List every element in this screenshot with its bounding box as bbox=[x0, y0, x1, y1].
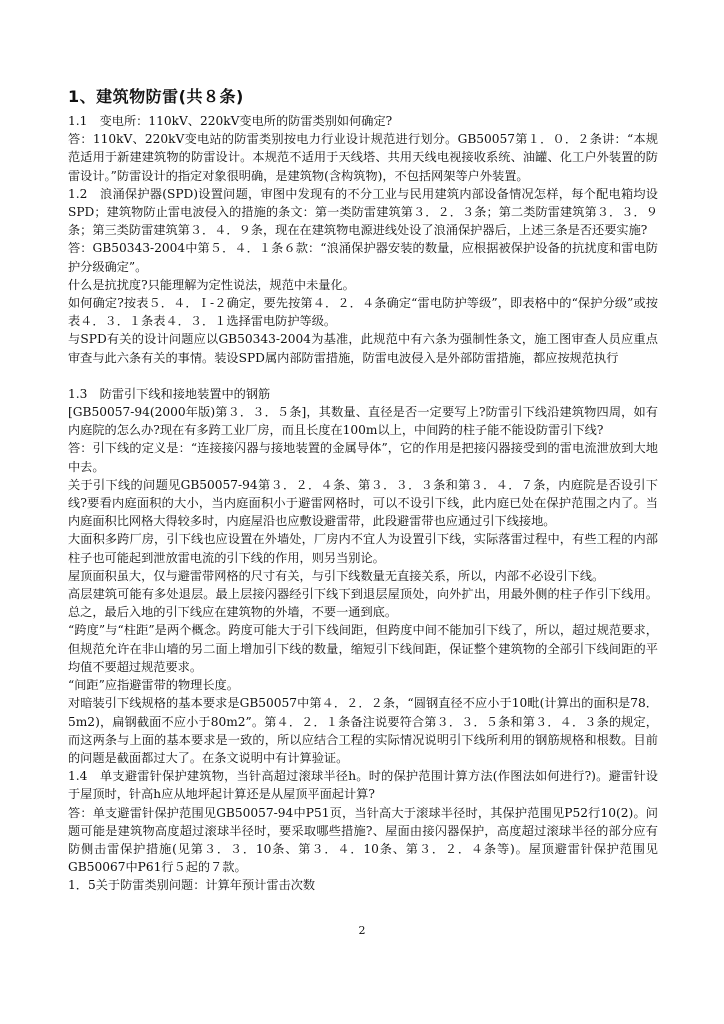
answer-1-1: 答：110kV、220kV变电站的防雷类别按电力行业设计规范进行划分。GB50057第１．０．２条讲：“本规范适用于新建建筑物的防雷设计。本规范不适用于天线塔、共用天线电视接收系统、油罐、化工户外装置的防雷设计。”防雷设计的指定对象很明确，是建筑物(含构筑物)，不包括网架等户外装置。 bbox=[68, 132, 658, 183]
paragraph: “间距”应指避雷带的物理长度。 bbox=[68, 678, 239, 693]
paragraph: 屋顶面积虽大，仅与避雷带网格的尺寸有关，与引下线数量无直接关系，所以，内部不必设引下线。 bbox=[68, 568, 605, 583]
paragraph-gap bbox=[68, 367, 658, 385]
question-1-1: 1.1 变电所：110kV、220kV变电所的防雷类别如何确定? bbox=[68, 114, 393, 128]
paragraph: 对暗装引下线规格的基本要求是GB50057中第４．２．２条，“圆钢直径不应小于10毗(计算出的面积是78．5m2)，扁钢截面不应小于80m2”。第４．２．１条备注说要符合第３．３．５条和第３．４．３条的规定，而这两条与上面的基本要求是一致的，所以应结合工程的实际情况说明引下线所利用的钢筋规格和根数。目前的问题是截面都过大了。在条文说明中有计算验证。 bbox=[68, 696, 658, 765]
question-1-4: 1.4 单支避雷针保护建筑物，当针高超过滚球半径h。时的保护范围计算方法(作图法如何进行?)。避雷针设于屋顶时，针高h应从地坪起计算还是从屋顶平面起计算? bbox=[68, 769, 658, 802]
question-1-5: 1．5关于防雷类别问题：计算年预计雷击次数 bbox=[68, 878, 316, 893]
paragraph: 与SPD有关的设计问题应以GB50343-2004为基准，此规范中有六条为强制性条文，施工图审查人员应重点审查与此六条有关的事情。装设SPD属内部防雷措施，防雷电波侵入是外部防雷措施，都应按规范执行 bbox=[68, 332, 658, 365]
paragraph: 大面积多跨厂房，引下线也应设置在外墙处，厂房内不宜人为设置引下线，实际落雷过程中，有些工程的内部柱子也可能起到泄放雷电流的引下线的作用，则另当别论。 bbox=[68, 532, 658, 565]
paragraph: 什么是抗扰度?只能理解为定性说法，规范中未量化。 bbox=[68, 277, 355, 292]
page-number: 2 bbox=[358, 924, 366, 937]
answer-1-4: 答：单支避雷针保护范围见GB50057-94中P51页，当针高大于滚球半径时，其保护范围见P52行10(2)。问题可能是建筑物高度超过滚球半径时，要采取哪些措施?、屋面由接闪器保护，高度超过滚球半径的部分应有防侧击雷保护措施(见第３．３．10条、第３．４．10条、第３．２．４条等)。屋顶避雷针保护范围见GB50067中P61行５起的７款。 bbox=[68, 805, 658, 875]
paragraph: 关于引下线的问题见GB50057-94第３．２．４条、第３．３．３条和第３．４．７条，内庭院是否设引下线?要看内庭面积的大小，当内庭面积小于避雷网格时，可以不设引下线，此内庭已处在保护范围之内了。当内庭面积比网格大得较多时，内庭屋沿也应敷设避雷带，此段避雷带也应通过引下线接地。 bbox=[68, 477, 658, 529]
section-title: 1、建筑物防雷(共８条) bbox=[68, 87, 244, 106]
paragraph: “跨度”与“柱距”是两个概念。跨度可能大于引下线间距，但跨度中间不能加引下线了，所以，超过规范要求，但规范允许在非山墙的另二面上增加引下线的数量，缩短引下线间距，保证整个建筑物的全部引下线间距的平均值不要超过规范要求。 bbox=[68, 623, 658, 674]
paragraph: 高层建筑可能有多处退层。最上层接闪器经引下线下到退层屋顶处，向外扩出，用最外侧的柱子作引下线用。总之，最后入地的引下线应在建筑物的外墙，不要一通到底。 bbox=[68, 587, 658, 620]
answer-1-3: 答：引下线的定义是：“连接接闪器与接地装置的金属导体”，它的作用是把接闪器接受到的雷电流泄放到大地中去。 bbox=[68, 441, 658, 474]
question-1-2: 1.2 浪涌保护器(SPD)设置问题，审图中发现有的不分工业与民用建筑内部设备情况怎样，每个配电箱均设SPD；建筑物防止雷电波侵入的措施的条文：第一类防雷建筑第３．２．３条；第二类防雷建筑第３．３．９条；第三类防雷建筑第３．４．９条，现在在建筑物电源进线处设了浪涌保护器后，上述三条是否还要实施? bbox=[68, 186, 658, 238]
question-1-3: [GB50057-94(2000年版)第３．３．５条]，其数量、直径是否一定要写上?防雷引下线沿建筑物四周，如有内庭院的怎么办?现在有多跨工业厂房，而且长度在100m以上，中间跨的柱子能不能设防雷引下线? bbox=[68, 405, 658, 438]
question-1-3-heading: 1.3 防雷引下线和接地装置中的钢筋 bbox=[68, 386, 271, 401]
answer-1-2: 答：GB50343-2004中第５．４．１条６款：“浪涌保护器安装的数量，应根据被保护设备的抗扰度和雷电防护分级确定”。 bbox=[68, 241, 658, 274]
document-body bbox=[68, 112, 658, 895]
paragraph: 如何确定?按表５．４．Ｉ-２确定，要先按第４．２．４条确定“雷电防护等级”，即表格中的“保护分级”或按表４．３．１条表４．３．１选择雷电防护等级。 bbox=[68, 296, 658, 329]
